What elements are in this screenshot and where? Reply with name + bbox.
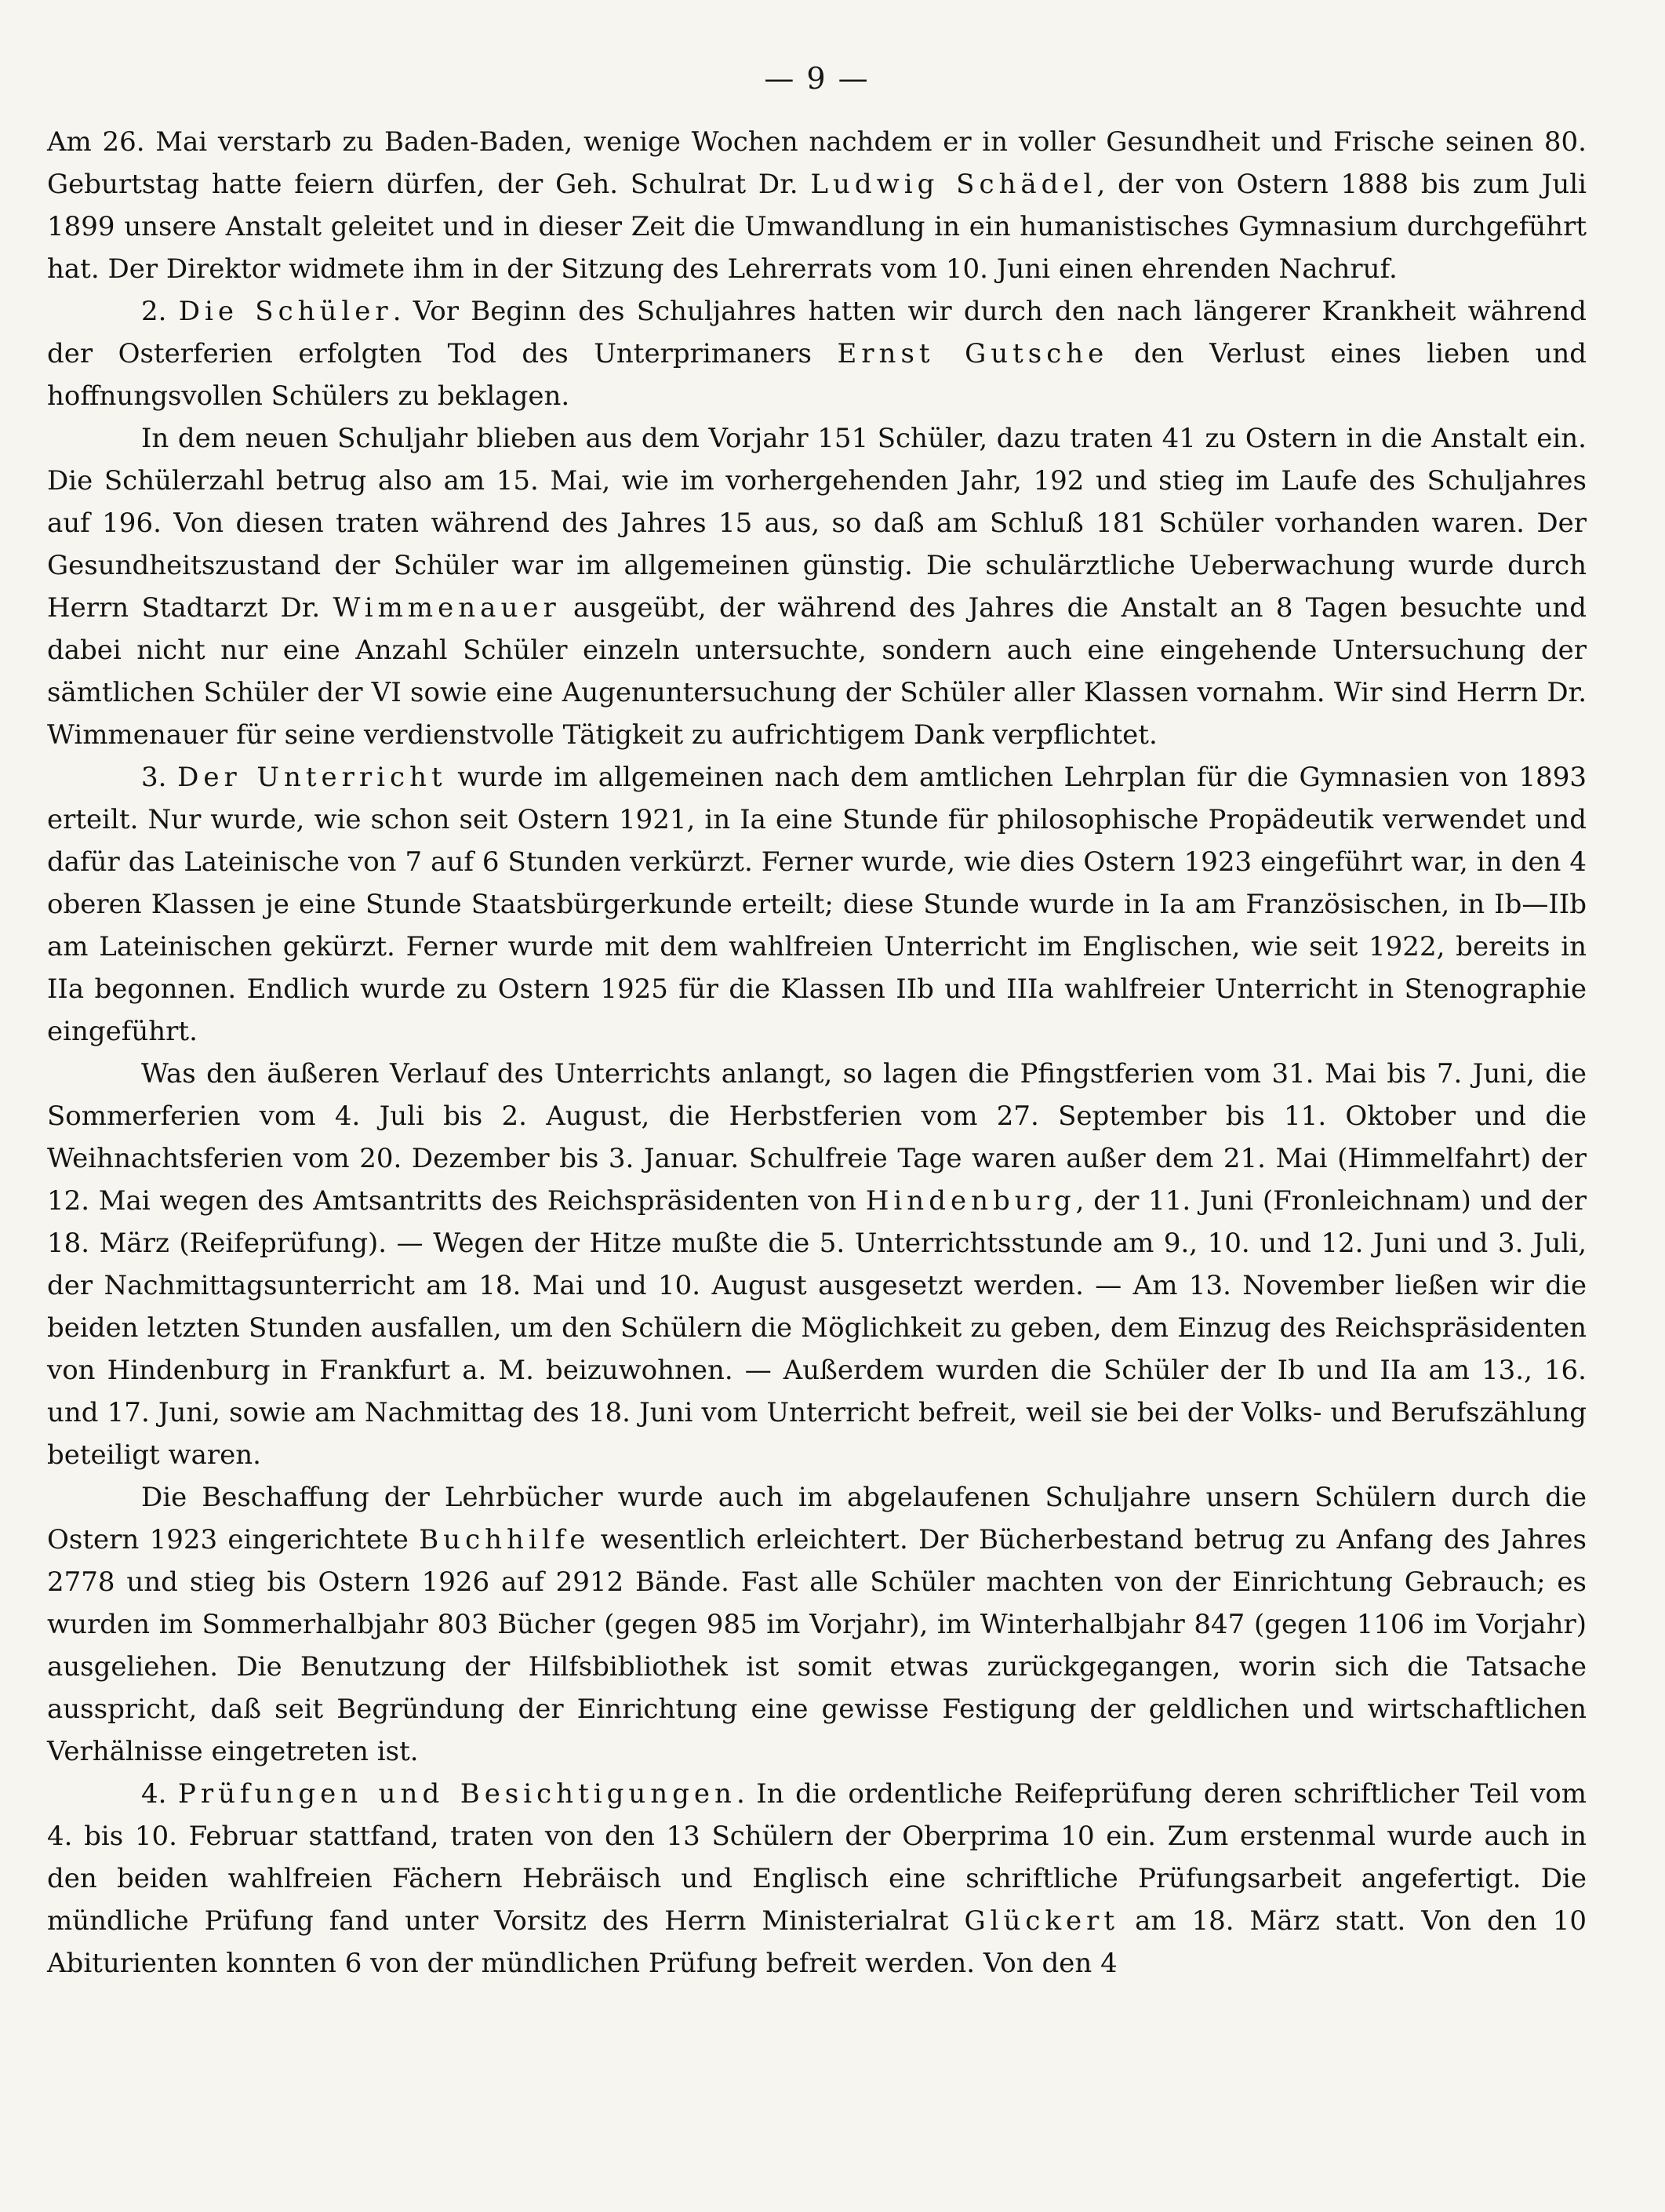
paragraph <box>47 1773 1587 1985</box>
paragraph <box>47 290 1587 417</box>
paragraph <box>47 417 1587 756</box>
body-text <box>47 121 1587 1985</box>
text-run: ausgeübt, der während des Jahres die Anstalt an 8 Tagen besuchte und dabei nicht nur eine Anzahl Schüler einzeln untersuchte, sondern auch eine eingehende Untersuchung der sämtlichen Schüler der VI sowie eine Augenuntersuchung der Schüler aller Klassen vornahm. Wir sind Herrn Dr. Wimmenauer für seine verdienstvolle Tätigkeit zu aufrichtigem Dank verpflichtet. <box>47 592 1587 751</box>
paragraph <box>47 1476 1587 1773</box>
spaced-emphasis: Prüfungen und Besichtigungen <box>177 1778 736 1810</box>
text-run: , der 11. Juni (Fronleichnam) und der 18. März (Reifeprüfung). — Wegen der Hitze mußte die 5. Unterrichtsstunde am 9., 10. und 12. Juni und 3. Juli, der Nachmittagsunterricht am 18. Mai und 10. August ausgesetzt werden. — Am 13. November ließen wir die beiden letzten Stunden ausfallen, um den Schülern die Möglichkeit zu geben, dem Einzug des Reichspräsidenten von Hindenburg in Frankfurt a. M. beizuwohnen. — Außerdem wurden die Schüler der Ib und IIa am 13., 16. und 17. Juni, sowie am Nachmittag des 18. Juni vom Unterricht befreit, weil sie bei der Volks- und Berufszählung beteiligt waren. <box>47 1185 1587 1471</box>
spaced-emphasis: Glückert <box>964 1905 1120 1937</box>
page-number: — 9 — <box>764 61 870 96</box>
paragraph <box>47 756 1587 1053</box>
text-run: wurde im allgemeinen nach dem amtlichen Lehrplan für die Gymnasien von 1893 erteilt. Nur wurde, wie schon seit Ostern 1921, in Ia eine Stunde für philosophische Propädeutik verwendet und dafür das Lateinische von 7 auf 6 Stunden verkürzt. Ferner wurde, wie dies Ostern 1923 eingeführt war, in den 4 oberen Klassen je eine Stunde Staatsbürgerkunde erteilt; diese Stunde wurde in Ia am Französischen, in Ib—IIb am Lateinischen gekürzt. Ferner wurde mit dem wahlfreien Unterricht im Englischen, wie seit 1922, bereits in IIa begonnen. Endlich wurde zu Ostern 1925 für die Klassen IIb und IIIa wahlfreier Unterricht in Stenographie eingeführt. <box>47 762 1587 1047</box>
spaced-emphasis: Buchhilfe <box>419 1524 591 1555</box>
text-run: In dem neuen Schuljahr blieben aus dem Vorjahr 151 Schüler, dazu traten 41 zu Ostern in die Anstalt ein. Die Schülerzahl betrug also am 15. Mai, wie im vorhergehenden Jahr, 192 und stieg im Laufe des Schuljahres auf 196. Von diesen traten während des Jahres 15 aus, so daß am Schluß 181 Schüler vorhanden waren. Der Gesundheitszustand der Schüler war im allgemeinen günstig. Die schulärztliche Ueberwachung wurde durch Herrn Stadtarzt Dr. <box>47 423 1587 624</box>
text-run: 2. <box>141 296 179 327</box>
spaced-emphasis: Ernst Gutsche <box>837 338 1109 369</box>
text-run: den Verlust eines lieben und hoffnungsvollen Schülers zu beklagen. <box>47 338 1587 412</box>
paragraph <box>47 121 1587 290</box>
text-run: wesentlich erleichtert. Der Bücherbestand betrug zu Anfang des Jahres 2778 und stieg bis Ostern 1926 auf 2912 Bände. Fast alle Schüler machten von der Einrichtung Gebrauch; es wurden im Sommerhalbjahr 803 Bücher (gegen 985 im Vorjahr), im Winterhalbjahr 847 (gegen 1106 im Vorjahr) ausgeliehen. Die Benutzung der Hilfsbibliothek ist somit etwas zurückgegangen, worin sich die Tatsache ausspricht, daß seit Begründung der Einrichtung eine gewisse Festigung der geldlichen und wirtschaftlichen Verhälnisse eingetreten ist. <box>47 1524 1587 1767</box>
text-run: 3. <box>141 762 178 793</box>
spaced-emphasis: Wimmenauer <box>333 592 561 624</box>
text-run: Die Beschaffung der Lehrbücher wurde auch im abgelaufenen Schuljahre unsern Schülern durch die Ostern 1923 eingerichtete <box>47 1482 1587 1555</box>
spaced-emphasis: Hindenburg <box>865 1185 1076 1217</box>
text-run: , der von Ostern 1888 bis zum Juli 1899 unsere Anstalt geleitet und in dieser Zeit die Umwandlung in ein humanistisches Gymnasium durchgeführt hat. Der Direktor widmete ihm in der Sitzung des Lehrerrats vom 10. Juni einen ehrenden Nachruf. <box>47 169 1587 285</box>
text-run: 4. <box>141 1778 178 1810</box>
spaced-emphasis: Der Unterricht <box>177 762 447 793</box>
text-run: am 18. März statt. Von den 10 Abiturienten konnten 6 von der mündlichen Prüfung befreit werden. Von den 4 <box>47 1905 1587 1979</box>
paragraph <box>47 1053 1587 1476</box>
text-run: . In die ordentliche Reifeprüfung deren schriftlicher Teil vom 4. bis 10. Februar stattfand, traten von den 13 Schülern der Oberprima 10 ein. Zum erstenmal wurde auch in den beiden wahlfreien Fächern Hebräisch und Englisch eine schriftliche Prüfungsarbeit angefertigt. Die mündliche Prüfung fand unter Vorsitz des Herrn Ministerialrat <box>47 1778 1587 1937</box>
text-run: . Vor Beginn des Schuljahres hatten wir durch den nach längerer Krankheit während der Osterferien erfolgten Tod des Unterprimaners <box>47 296 1587 369</box>
spaced-emphasis: Die Schüler <box>178 296 393 327</box>
spaced-emphasis: Ludwig Schädel <box>810 169 1097 200</box>
text-run: Am 26. Mai verstarb zu Baden-Baden, wenige Wochen nachdem er in voller Gesundheit und Frische seinen 80. Geburtstag hatte feiern dürfen, der Geh. Schulrat Dr. <box>47 126 1587 200</box>
text-run: Was den äußeren Verlauf des Unterrichts anlangt, so lagen die Pfingstferien vom 31. Mai bis 7. Juni, die Sommerferien vom 4. Juli bis 2. August, die Herbstferien vom 27. September bis 11. Oktober und die Weihnachtsferien vom 20. Dezember bis 3. Januar. Schulfreie Tage waren außer dem 21. Mai (Himmelfahrt) der 12. Mai wegen des Amtsantritts des Reichspräsidenten von <box>47 1058 1587 1217</box>
